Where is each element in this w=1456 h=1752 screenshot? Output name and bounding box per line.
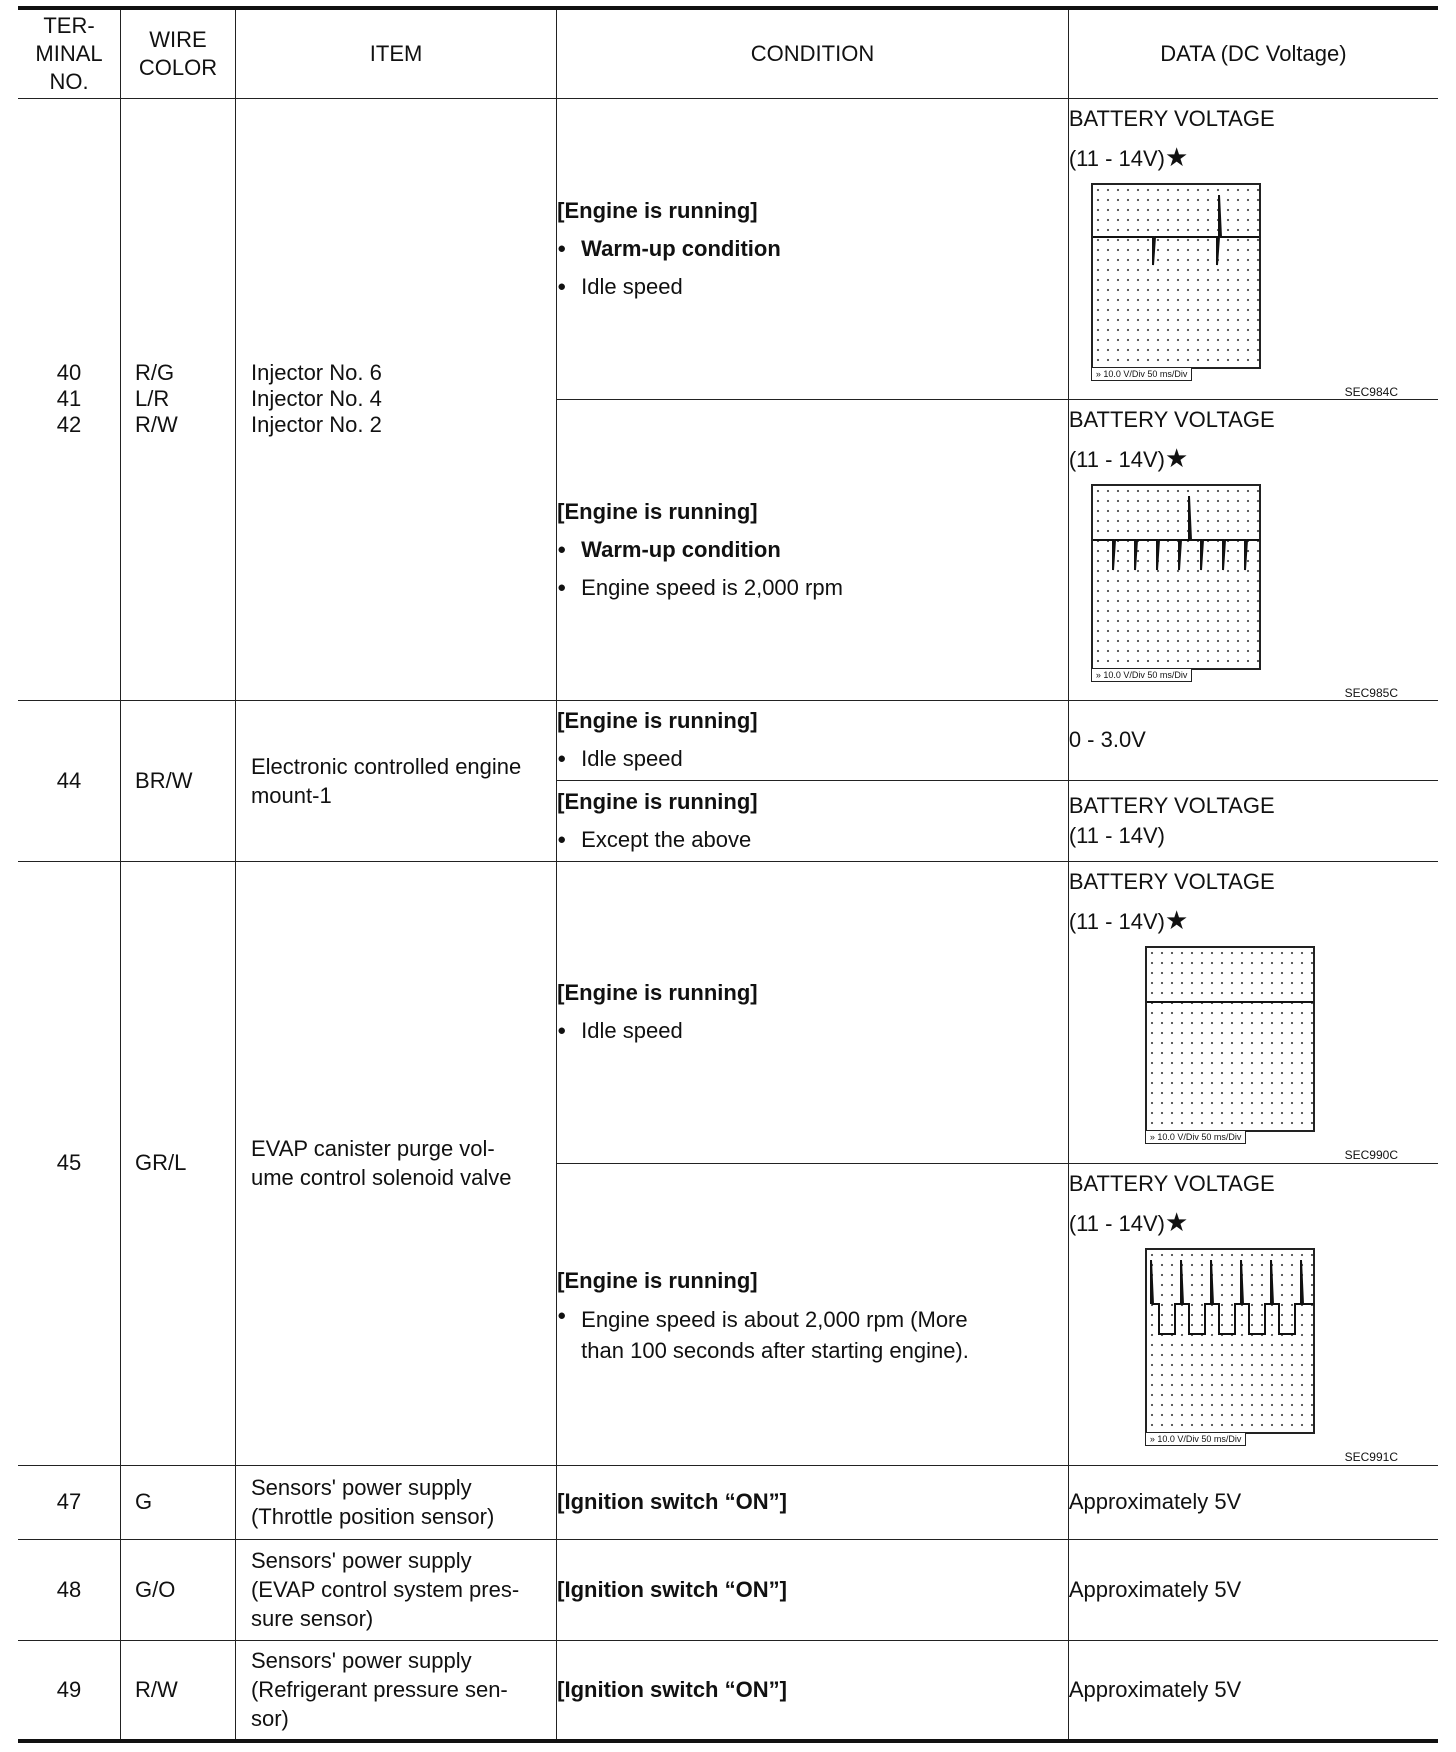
table-row — [18, 1539, 1438, 1640]
scale-label: » 10.0 V/Div 50 ms/Div — [1145, 1432, 1247, 1446]
header-data: DATA (DC Voltage) — [1068, 8, 1438, 98]
data-cell: BATTERY VOLTAGE (11 - 14V)★ » 10.0 V/Div 50 ms/Div SEC985C — [1068, 399, 1438, 700]
data-cell: BATTERY VOLTAGE (11 - 14V)★ » 10.0 V/Div 50 ms/Div SEC984C — [1068, 98, 1438, 399]
header-wire-color: WIRE COLOR — [121, 8, 236, 98]
condition-cell — [557, 98, 1069, 399]
terminal-cell: 40 41 42 — [18, 98, 121, 700]
data-cell: Approximately 5V — [1068, 1640, 1438, 1741]
table-row — [18, 1465, 1438, 1539]
table-row — [18, 98, 1438, 399]
item-cell: Sensors' power supply (Refrigerant pressure sen- sor) — [235, 1640, 556, 1741]
condition-bullet: ● Idle speed — [557, 1012, 1068, 1050]
condition-heading: [Engine is running] — [557, 980, 758, 1005]
scale-label: » 10.0 V/Div 50 ms/Div — [1091, 668, 1193, 682]
item-cell: EVAP canister purge vol- ume control solenoid valve — [235, 861, 556, 1465]
condition-cell: [Ignition switch “ON”] — [557, 1539, 1069, 1640]
terminal-cell: 48 — [18, 1539, 121, 1640]
condition-cell: [Ignition switch “ON”] — [557, 1465, 1069, 1539]
header-terminal: TER- MINAL NO. — [18, 8, 121, 98]
star-icon: ★ — [1165, 1206, 1189, 1237]
condition-bullet: ● Warm-up condition — [557, 531, 1068, 569]
star-icon: ★ — [1165, 141, 1189, 172]
wire-color-cell: R/W — [121, 1640, 236, 1741]
data-cell: BATTERY VOLTAGE (11 - 14V)★ » 10.0 V/Div 50 ms/Div SEC991C — [1068, 1163, 1438, 1465]
oscilloscope-waveform — [1145, 1248, 1315, 1444]
terminal-cell: 49 — [18, 1640, 121, 1741]
terminal-cell: 44 — [18, 700, 121, 861]
waveform-trace — [1147, 1250, 1313, 1432]
header-condition: CONDITION — [557, 8, 1069, 98]
header-row — [18, 8, 1438, 98]
terminal-cell: 45 — [18, 861, 121, 1465]
scale-label: » 10.0 V/Div 50 ms/Div — [1091, 367, 1193, 381]
condition-heading: [Engine is running] — [557, 788, 758, 814]
oscilloscope-waveform — [1091, 484, 1261, 680]
item-cell: Electronic controlled engine mount-1 — [235, 700, 556, 861]
oscilloscope-waveform — [1145, 946, 1315, 1142]
figure-reference: SEC990C — [1344, 1147, 1398, 1162]
star-icon: ★ — [1165, 442, 1189, 473]
condition-cell — [557, 700, 1069, 780]
item-cell: Sensors' power supply (EVAP control system pres- sure sensor) — [235, 1539, 556, 1640]
data-cell: BATTERY VOLTAGE (11 - 14V) — [1068, 780, 1438, 861]
star-icon: ★ — [1165, 904, 1189, 935]
figure-reference: SEC991C — [1344, 1449, 1398, 1464]
data-cell: Approximately 5V — [1068, 1465, 1438, 1539]
condition-heading: [Engine is running] — [557, 498, 758, 524]
figure-reference: SEC984C — [1344, 384, 1398, 399]
item-cell: Injector No. 6 Injector No. 4 Injector No. 2 — [235, 98, 556, 700]
wire-color-cell: BR/W — [121, 700, 236, 861]
waveform-trace — [1093, 486, 1259, 668]
terminal-cell: 47 — [18, 1465, 121, 1539]
header-item: ITEM — [235, 8, 556, 98]
condition-heading: [Engine is running] — [557, 1268, 758, 1293]
condition-cell: [Ignition switch “ON”] — [557, 1640, 1069, 1741]
condition-cell — [557, 1163, 1069, 1465]
condition-heading: [Engine is running] — [557, 708, 758, 733]
wire-color-cell: GR/L — [121, 861, 236, 1465]
wire-color-cell: G/O — [121, 1539, 236, 1640]
data-cell: 0 - 3.0V — [1068, 700, 1438, 780]
condition-bullet: ● Engine speed is about 2,000 rpm (More than 100 seconds after starting engine). — [557, 1300, 1068, 1366]
oscilloscope-waveform — [1091, 183, 1261, 379]
wire-color-cell: G — [121, 1465, 236, 1539]
waveform-trace — [1147, 948, 1313, 1130]
data-cell: Approximately 5V — [1068, 1539, 1438, 1640]
condition-bullet: ● Except the above — [557, 821, 1068, 859]
condition-cell — [557, 399, 1069, 700]
item-cell: Sensors' power supply (Throttle position sensor) — [235, 1465, 556, 1539]
data-cell: BATTERY VOLTAGE (11 - 14V)★ » 10.0 V/Div 50 ms/Div SEC990C — [1068, 861, 1438, 1163]
condition-cell — [557, 861, 1069, 1163]
waveform-trace — [1093, 185, 1259, 367]
condition-heading: [Engine is running] — [557, 197, 758, 223]
wire-color-cell: R/G L/R R/W — [121, 98, 236, 700]
condition-bullet: ● Warm-up condition — [557, 230, 1068, 268]
condition-cell — [557, 780, 1069, 861]
table-row — [18, 861, 1438, 1163]
table-row — [18, 700, 1438, 780]
terminal-table — [18, 6, 1438, 1743]
table-row — [18, 1640, 1438, 1741]
condition-bullet: ● Idle speed — [557, 268, 1068, 306]
scale-label: » 10.0 V/Div 50 ms/Div — [1145, 1130, 1247, 1144]
condition-bullet: ● Idle speed — [557, 740, 1068, 778]
condition-bullet: ● Engine speed is 2,000 rpm — [557, 569, 1068, 607]
figure-reference: SEC985C — [1344, 685, 1398, 700]
